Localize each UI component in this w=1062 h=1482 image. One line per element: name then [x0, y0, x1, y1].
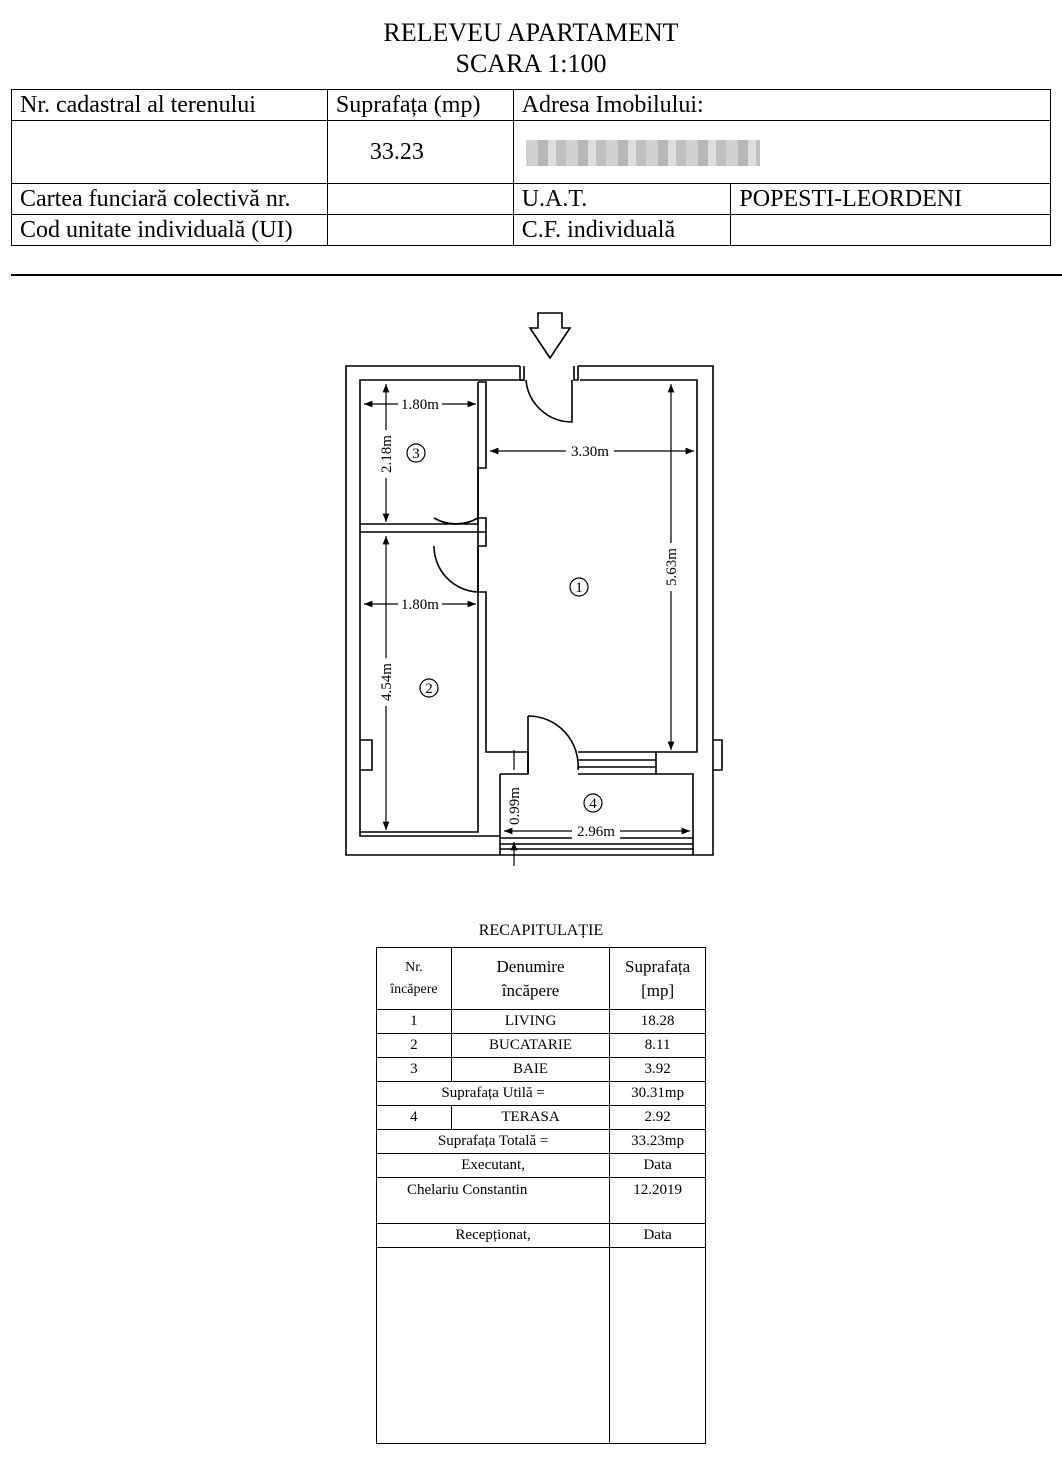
- util-row: [377, 1082, 706, 1106]
- dim-1: 1.80m: [401, 397, 439, 413]
- room-3-number: 3: [412, 446, 420, 462]
- room-4-number: 4: [589, 796, 597, 812]
- room-2-number: 2: [425, 681, 433, 697]
- row-area: 18.28: [610, 1010, 706, 1034]
- row-nr: 2: [377, 1034, 452, 1058]
- terrace-door: [528, 716, 578, 774]
- room-1-number: 1: [575, 580, 583, 596]
- receptionat-signature: [377, 1248, 610, 1444]
- area-value: 33.23: [327, 121, 513, 184]
- cf-label: C.F. individuală: [513, 215, 731, 246]
- dim-7: 0.99m: [507, 787, 523, 825]
- recap-header-suprafata: Suprafața [mp]: [610, 948, 706, 1010]
- dim-4: 5.63m: [664, 548, 680, 586]
- row-area: 3.92: [610, 1058, 706, 1082]
- total-value: 33.23mp: [610, 1130, 706, 1154]
- dim-2: 3.30m: [571, 444, 609, 460]
- cod-label: Cod unitate individuală (UI): [12, 215, 328, 246]
- receptionat-label: Recepționat,: [377, 1224, 610, 1248]
- util-value: 30.31mp: [610, 1082, 706, 1106]
- dim-6: 4.54m: [379, 663, 395, 701]
- dim-8: 2.96m: [577, 824, 615, 840]
- executant-label: Executant,: [377, 1154, 610, 1178]
- row-nr: 3: [377, 1058, 452, 1082]
- document-scale: SCARA 1:100: [455, 49, 607, 78]
- uat-value: POPESTI-LEORDENI: [731, 184, 1051, 215]
- executant-data-label: Data: [610, 1154, 706, 1178]
- area-label: Suprafața (mp): [327, 90, 513, 121]
- table-row: [377, 1106, 706, 1130]
- row-nr: 1: [377, 1010, 452, 1034]
- recap-title: RECAPITULAȚIE: [478, 922, 604, 939]
- row-name: TERASA: [451, 1106, 609, 1130]
- executant-date: 12.2019: [610, 1178, 706, 1224]
- row-area: 8.11: [610, 1034, 706, 1058]
- table-row: [377, 1034, 706, 1058]
- row-nr: 4: [377, 1106, 452, 1130]
- entrance-door: [526, 380, 572, 422]
- row-name: LIVING: [451, 1010, 609, 1034]
- entrance-arrow-icon: [530, 313, 570, 358]
- kitchen-door: [434, 546, 478, 592]
- carte-label: Cartea funciară colectivă nr.: [12, 184, 328, 215]
- util-label: Suprafața Utilă =: [377, 1082, 610, 1106]
- table-row: [377, 1058, 706, 1082]
- recap-header-nr: Nr. încăpere: [377, 948, 452, 1010]
- dim-5: 1.80m: [401, 597, 439, 613]
- uat-label: U.A.T.: [513, 184, 731, 215]
- executant-name: Chelariu Constantin: [377, 1178, 610, 1224]
- receptionat-date: [610, 1248, 706, 1444]
- row-area: 2.92: [610, 1106, 706, 1130]
- address-label: Adresa Imobilului:: [513, 90, 1050, 121]
- table-row: [377, 1010, 706, 1034]
- receptionat-data-label: Data: [610, 1224, 706, 1248]
- row-name: BAIE: [451, 1058, 609, 1082]
- row-name: BUCATARIE: [451, 1034, 609, 1058]
- recap-header-denumire: Denumire încăpere: [451, 948, 609, 1010]
- total-label: Suprafața Totală =: [377, 1130, 610, 1154]
- bathroom-door: [434, 468, 478, 524]
- document-title: RELEVEU APARTAMENT: [383, 18, 679, 47]
- total-row: [377, 1130, 706, 1154]
- cadastral-label: Nr. cadastral al terenului: [12, 90, 328, 121]
- dim-3: 2.18m: [379, 435, 395, 473]
- recap-table: [376, 947, 706, 1444]
